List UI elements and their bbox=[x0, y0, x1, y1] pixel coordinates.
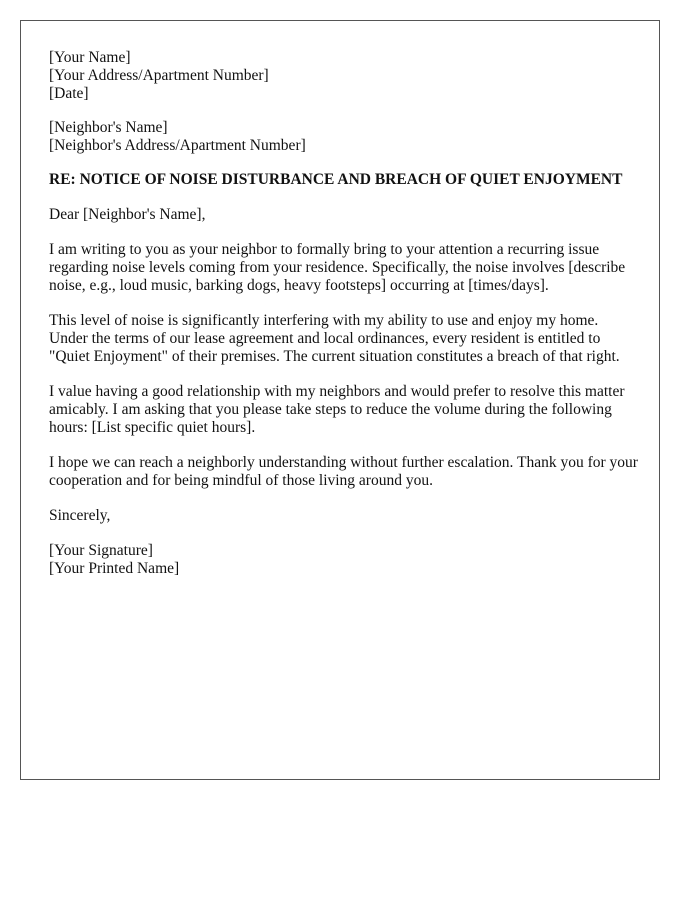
letter-page bbox=[20, 20, 660, 780]
recipient-block bbox=[49, 119, 639, 155]
sender-block bbox=[49, 49, 639, 103]
sender-address: [Your Address/Apartment Number] bbox=[49, 67, 269, 84]
letter-content bbox=[49, 49, 639, 578]
printed-name: [Your Printed Name] bbox=[49, 560, 180, 577]
sender-name: [Your Name] bbox=[49, 49, 131, 66]
body-paragraph-1: I am writing to you as your neighbor to formally bring to your attention a recurring issue regarding noise levels coming from your residence. Specifically, the noise involves [describe noise, e.g., loud music, barking dogs, heavy footsteps] occurring at [times/days]. bbox=[49, 241, 626, 294]
subject-line: RE: NOTICE OF NOISE DISTURBANCE AND BREACH OF QUIET ENJOYMENT bbox=[49, 171, 623, 188]
letter-date: [Date] bbox=[49, 85, 89, 102]
body-paragraph-3: I value having a good relationship with my neighbors and would prefer to resolve this matter amicably. I am asking that you please take steps to reduce the volume during the following hours: [List specific quiet hours]. bbox=[49, 383, 625, 436]
recipient-name: [Neighbor's Name] bbox=[49, 119, 168, 136]
signature-placeholder: [Your Signature] bbox=[49, 542, 153, 559]
closing: Sincerely, bbox=[49, 507, 111, 524]
body-paragraph-2: This level of noise is significantly interfering with my ability to use and enjoy my home. Under the terms of our lease agreement and local ordinances, every resident is entitled to "Quiet Enjoyment" of their premises. The current situation constitutes a breach of that right. bbox=[49, 312, 620, 365]
signature-block bbox=[49, 542, 639, 578]
recipient-address: [Neighbor's Address/Apartment Number] bbox=[49, 137, 306, 154]
salutation: Dear [Neighbor's Name], bbox=[49, 206, 206, 223]
body-paragraph-4: I hope we can reach a neighborly understanding without further escalation. Thank you for your cooperation and for being mindful of those living around you. bbox=[49, 454, 638, 489]
